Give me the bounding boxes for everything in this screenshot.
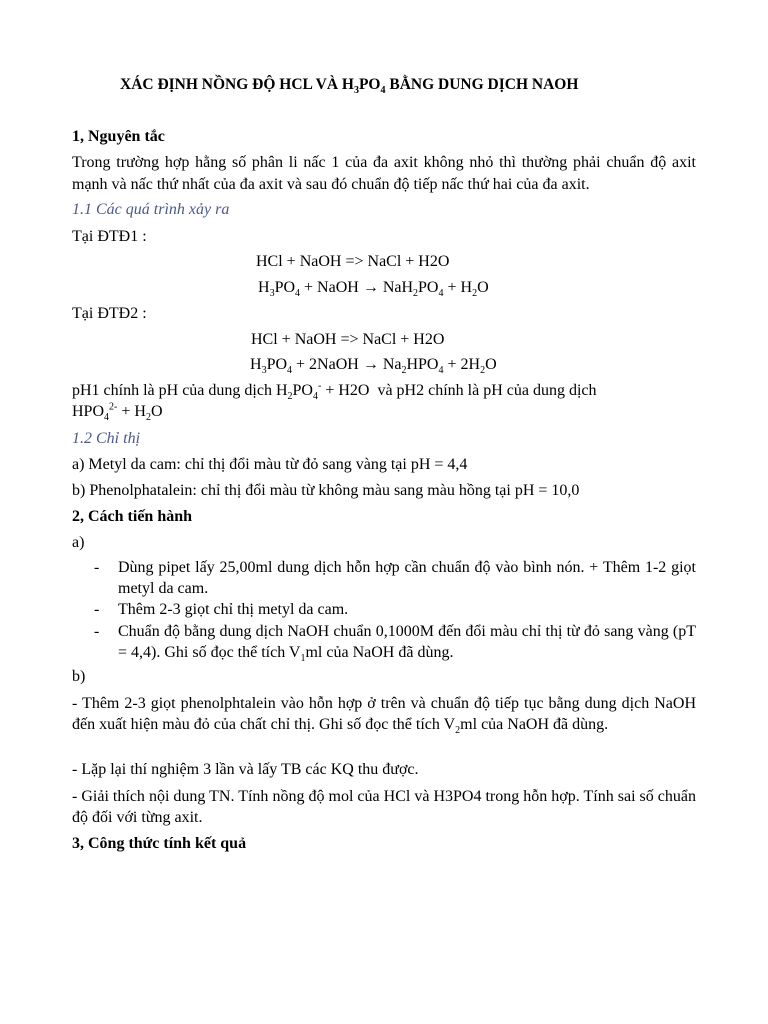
eq4-part: PO: [266, 356, 288, 373]
subsection-1-2-heading: 1.2 Chỉ thị: [72, 430, 141, 447]
bullet-dash: -: [94, 601, 100, 618]
eq2-sub: 4: [438, 288, 444, 300]
eq4-sub: 2: [480, 365, 486, 377]
list-item-sub: 1: [300, 653, 306, 665]
arrow-icon: →: [362, 279, 379, 296]
eq2-part: + H: [443, 279, 473, 296]
para-b1-part: ml của NaOH đã dùng.: [460, 716, 609, 733]
eq4-part: + 2H: [443, 356, 481, 373]
arrow-icon: →: [362, 356, 379, 373]
title-sub-1: 3: [353, 85, 359, 97]
part-b-paragraph-1: [72, 693, 696, 735]
eq4-part: + 2NaOH: [292, 356, 363, 373]
eq4-part: HPO: [406, 356, 439, 373]
ph1-part: pH1 chính là pH của dung dịch H: [72, 382, 288, 399]
eq4-part: Na: [378, 356, 402, 373]
ph2-part: O: [150, 403, 163, 420]
title-text-2: PO: [358, 76, 381, 93]
subsection-1-1-heading: 1.1 Các quá trình xảy ra: [72, 201, 230, 218]
ph2-sub: 2: [145, 412, 151, 424]
eq4-sub: 4: [287, 365, 293, 377]
list-item-text: Thêm 2-3 giọt chỉ thị metyl da cam.: [118, 601, 349, 618]
eq2-sub: 2: [413, 288, 419, 300]
part-b-label: b): [72, 668, 86, 685]
ph-description-line-1: [72, 381, 597, 401]
list-item-text: [118, 621, 696, 663]
equation-2: [258, 278, 489, 298]
para-b1-sub: 2: [455, 725, 461, 737]
bullet-dash: -: [94, 559, 100, 576]
ph2-sub: 4: [104, 412, 110, 424]
equation-4: [250, 355, 497, 375]
part-a-label: a): [72, 534, 85, 551]
eq4-part: O: [485, 356, 497, 373]
section-2-heading: 2, Cách tiến hành: [72, 508, 193, 525]
eq2-part: H: [258, 279, 270, 296]
principle-paragraph: Trong trường hợp hằng số phân li nấc 1 của đa axit không nhỏ thì thường phải chuẩn độ axit mạnh và nấc thứ nhất của đa axit và sau đó chuẩn độ tiếp nấc thứ hai của đa axit.: [72, 154, 696, 193]
eq2-sub: 3: [269, 288, 275, 300]
list-item-text: Dùng pipet lấy 25,00ml dung dịch hỗn hợp cần chuẩn độ vào bình nón. + Thêm 1-2 giọt metyl da cam.: [118, 559, 696, 597]
eq2-part: NaH: [378, 279, 414, 296]
para-b1-part: - Thêm 2-3 giọt phenolphtalein vào hỗn hợp ở trên và chuẩn độ tiếp tục bằng dung dịch NaOH đến xuất hiện màu đỏ của chất chỉ thị. Ghi số đọc thể tích V: [72, 695, 696, 733]
ph1-sup: -: [317, 380, 322, 392]
ph1-part: + H2O và pH2 chính là pH của dung dịch: [321, 382, 597, 399]
eq4-sub: 4: [438, 365, 444, 377]
indicator-a: a) Metyl da cam: chỉ thị đổi màu từ đỏ sang vàng tại pH = 4,4: [72, 456, 468, 473]
eq2-part: O: [477, 279, 489, 296]
dtd2-label: Tại ĐTĐ2 :: [72, 305, 147, 322]
title-sub-2: 4: [380, 85, 386, 97]
eq2-part: PO: [274, 279, 296, 296]
bullet-dash: -: [94, 623, 100, 640]
ph2-sup: 2-: [109, 401, 118, 413]
list-item-text-part: ml của NaOH đã dùng.: [305, 644, 454, 661]
title-text-1: XÁC ĐỊNH NỒNG ĐỘ HCL VÀ H: [120, 76, 354, 93]
ph-description-line-2: [72, 402, 163, 422]
eq2-sub: 4: [295, 288, 301, 300]
eq2-sub: 2: [472, 288, 478, 300]
title-text-3: BẰNG DUNG DỊCH NAOH: [385, 76, 579, 93]
section-1-heading: 1, Nguyên tắc: [72, 128, 165, 145]
ph1-sub: 4: [312, 391, 318, 403]
eq2-part: PO: [418, 279, 439, 296]
ph2-part: HPO: [72, 403, 105, 420]
eq4-sub: 2: [401, 365, 407, 377]
list-item-text-part: Chuẩn độ bằng dung dịch NaOH chuẩn 0,1000M đến đổi màu chỉ thị từ đỏ sang vàng (pT = 4,4). Ghi số đọc thể tích V: [118, 623, 696, 661]
dtd1-label: Tại ĐTĐ1 :: [72, 228, 147, 245]
part-b-paragraph-3: - Giải thích nội dung TN. Tính nồng độ mol của HCl và H3PO4 trong hỗn hợp. Tính sai số chuẩn độ đối với từng axit.: [72, 788, 696, 826]
eq4-sub: 3: [261, 365, 267, 377]
eq2-part: + NaOH: [300, 279, 363, 296]
indicator-b: b) Phenolphatalein: chỉ thị đổi màu từ không màu sang màu hồng tại pH = 10,0: [72, 482, 580, 499]
equation-3: HCl + NaOH => NaCl + H2O: [251, 331, 445, 348]
part-b-paragraph-2: - Lặp lại thí nghiệm 3 lần và lấy TB các KQ thu được.: [72, 761, 419, 778]
eq4-part: H: [250, 356, 262, 373]
section-3-heading: 3, Công thức tính kết quả: [72, 835, 247, 852]
equation-1: HCl + NaOH => NaCl + H2O: [256, 253, 450, 270]
ph1-sub: 2: [287, 391, 293, 403]
ph2-part: + H: [117, 403, 146, 420]
document-title: [120, 75, 578, 95]
ph1-part: PO: [292, 382, 313, 399]
